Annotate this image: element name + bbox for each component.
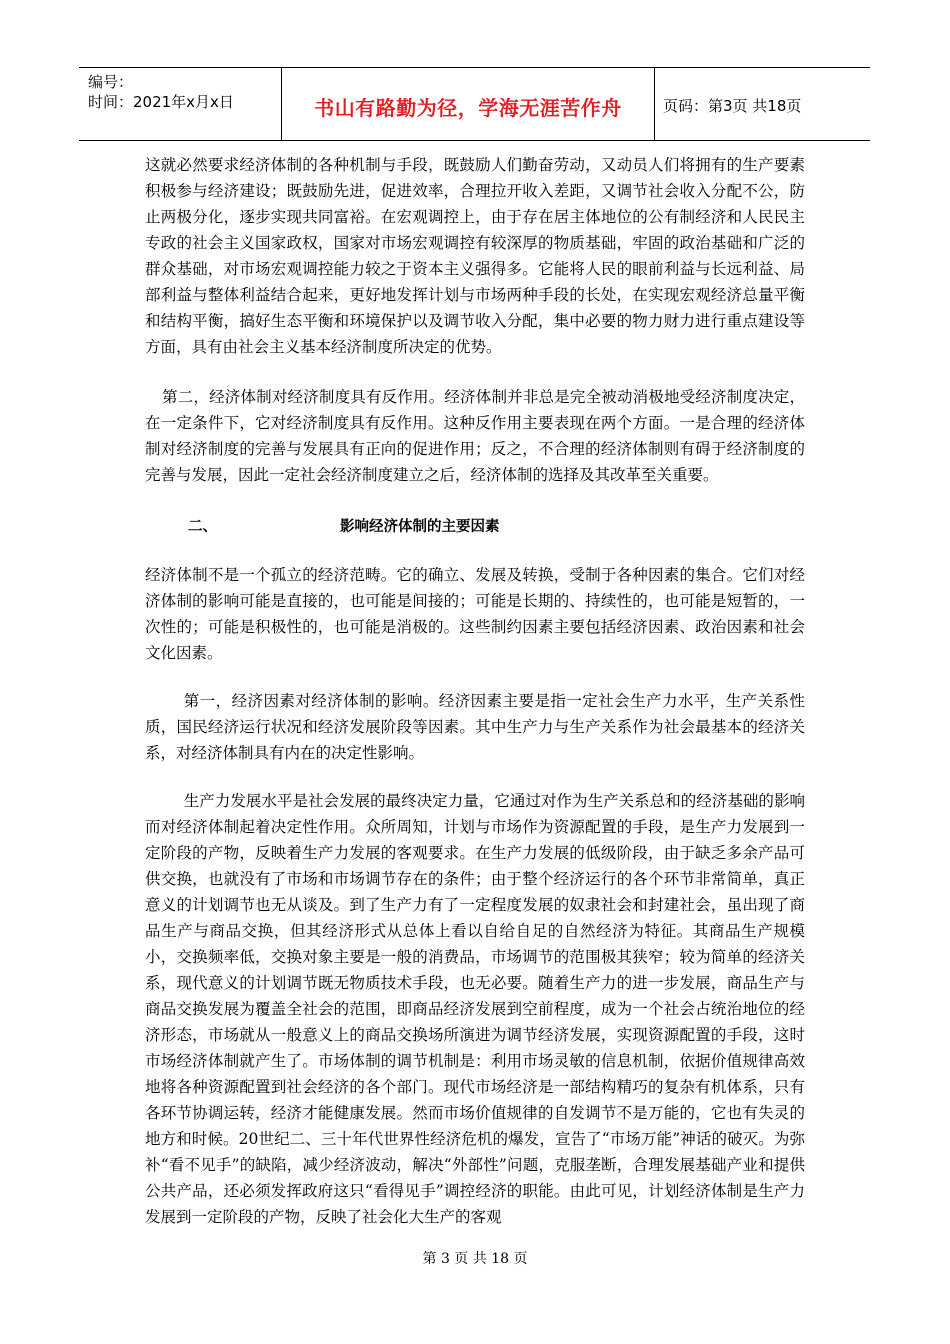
paragraph-2: 第二，经济体制对经济制度具有反作用。经济体制并非总是完全被动消极地受经济制度决定，在一定条件下，它对经济制度具有反作用。这种反作用主要表现在两个方面。一是合理的经济体制对经济制度的完善与发展具有正向的促进作用；反之，不合理的经济体制则有碍于经济制度的完善与发展，因此一定社会经济制度建立之后，经济体制的选择及其改革至关重要。	[145, 388, 805, 484]
doc-date-label: 时间：2021年x月x日	[88, 93, 234, 111]
header-motto-cell	[282, 68, 655, 140]
paragraph-1: 这就必然要求经济体制的各种机制与手段，既鼓励人们勤奋劳动，又动员人们将拥有的生产要素积极参与经济建设；既鼓励先进，促进效率，合理拉开收入差距，又调节社会收入分配不公，防止两极分化，逐步实现共同富裕。在宏观调控上，由于存在居主体地位的公有制经济和人民民主专政的社会主义国家政权，国家对市场宏观调控有较深厚的物质基础，牢固的政治基础和广泛的群众基础，对市场宏观调控能力较之于资本主义强得多。它能将人民的眼前利益与长远利益、局部利益与整体利益结合起来，更好地发挥计划与市场两种手段的长处，在实现宏观经济总量平衡和结构平衡，搞好生态平衡和环境保护以及调节收入分配，集中必要的物力财力进行重点建设等方面，具有由社会主义基本经济制度所决定的优势。	[145, 156, 805, 356]
page-footer: 第 3 页 共 18 页	[422, 1251, 528, 1267]
document-body	[145, 152, 805, 1230]
paragraph-3: 经济体制不是一个孤立的经济范畴。它的确立、发展及转换，受制于各种因素的集合。它们对经济体制的影响可能是直接的，也可能是间接的；可能是长期的、持续性的，也可能是短暂的，一次性的；可能是积极性的，也可能是消极的。这些制约因素主要包括经济因素、政治因素和社会文化因素。	[145, 566, 805, 662]
paragraph-4: 第一，经济因素对经济体制的影响。经济因素主要是指一定社会生产力水平，生产关系性质，国民经济运行状况和经济发展阶段等因素。其中生产力与生产关系作为社会最基本的经济关系，对经济体制具有内在的决定性影响。	[145, 692, 805, 762]
section-heading	[145, 514, 805, 540]
header-motto: 书山有路勤为径，学海无涯苦作舟	[314, 95, 622, 120]
header-page-label: 页码：第3页 共18页	[663, 97, 802, 115]
section-heading-title: 影响经济体制的主要因素	[340, 519, 500, 535]
paragraph-5: 生产力发展水平是社会发展的最终决定力量，它通过对作为生产关系总和的经济基础的影响而对经济体制起着决定性作用。众所周知，计划与市场作为资源配置的手段，是生产力发展到一定阶段的产物，反映着生产力发展的客观要求。在生产力发展的低级阶段，由于缺乏多余产品可供交换，也就没有了市场和市场调节存在的条件；由于整个经济运行的各个环节非常简单，真正意义的计划调节也无从谈及。到了生产力有了一定程度发展的奴隶社会和封建社会，虽出现了商品生产与商品交换，但其经济形式从总体上看以自给自足的自然经济为特征。其商品生产规模小，交换频率低，交换对象主要是一般的消费品，市场调节的范围极其狭窄；较为简单的经济关系，现代意义的计划调节既无物质技术手段，也无必要。随着生产力的进一步发展，商品生产与商品交换发展为覆盖全社会的范围，即商品经济发展到空前程度，成为一个社会占统治地位的经济形态，市场就从一般意义上的商品交换场所演进为调节经济发展，实现资源配置的手段，这时市场经济体制就产生了。市场体制的调节机制是：利用市场灵敏的信息机制，依据价值规律高效地将各种资源配置到社会经济的各个部门。现代市场经济是一部结构精巧的复杂有机体系，只有各环节协调运转，经济才能健康发展。然而市场价值规律的自发调节不是万能的，它也有失灵的地方和时候。20世纪二、三十年代世界性经济危机的爆发，宣告了“市场万能”神话的破灭。为弥补“看不见手”的缺陷，减少经济波动，解决“外部性”问题，克服垄断，合理发展基础产业和提供公共产品，还必须发挥政府这只“看得见手”调控经济的职能。由此可见，计划经济体制是生产力发展到一定阶段的产物，反映了社会化大生产的客观	[145, 792, 805, 1226]
header-page-cell	[655, 68, 870, 140]
header-meta	[79, 68, 282, 140]
doc-number-label: 编号：	[88, 73, 134, 91]
section-heading-number: 二、	[188, 519, 217, 535]
page-header	[79, 67, 870, 141]
